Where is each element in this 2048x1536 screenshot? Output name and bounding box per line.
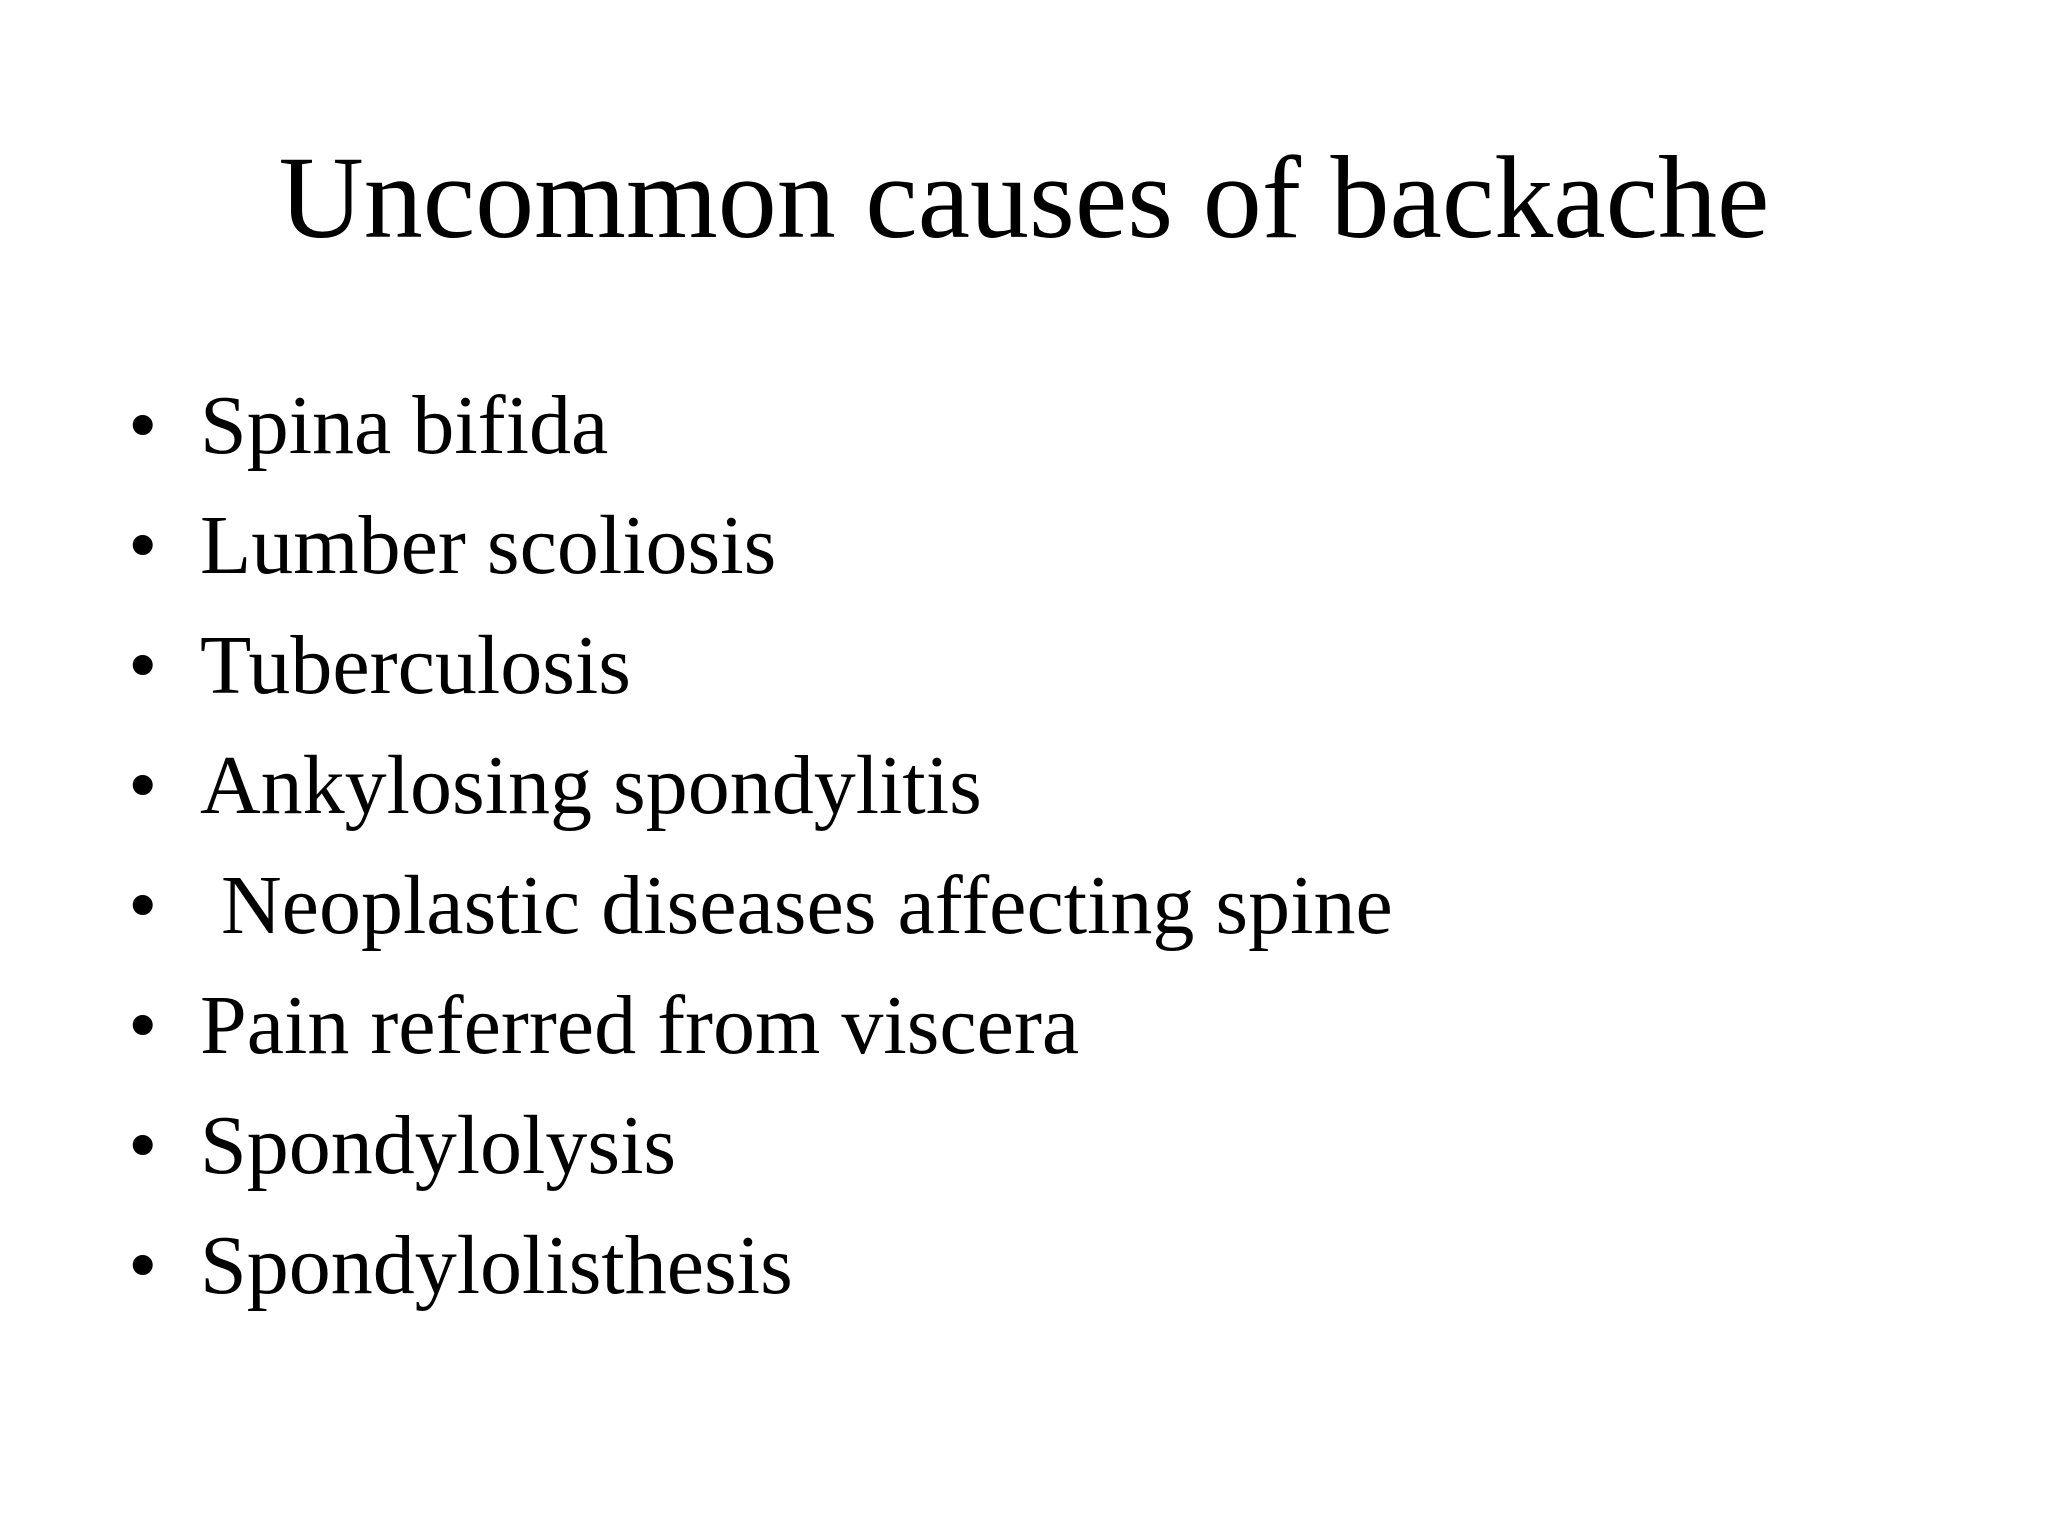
list-item-label: Spina bifida [200,379,609,472]
list-item-label: Neoplastic diseases affecting spine [200,859,1393,952]
bullet-icon: • [128,499,158,592]
list-item-label: Lumber scoliosis [200,499,777,592]
bullet-icon: • [128,1219,158,1312]
bullet-icon: • [128,619,158,712]
bullet-icon: • [128,859,158,952]
bullet-icon: • [128,739,158,832]
list-item-label: Pain referred from viscera [200,979,1080,1072]
slide-title: Uncommon causes of backache [278,132,1770,263]
list-item-label: Spondylolisthesis [200,1219,793,1312]
list-item-label: Spondylolysis [200,1099,677,1192]
bullet-icon: • [128,1099,158,1192]
list-item-label: Ankylosing spondylitis [200,739,982,832]
bullet-icon: • [128,379,158,472]
list-item-label: Tuberculosis [200,619,631,712]
bullet-icon: • [128,979,158,1072]
